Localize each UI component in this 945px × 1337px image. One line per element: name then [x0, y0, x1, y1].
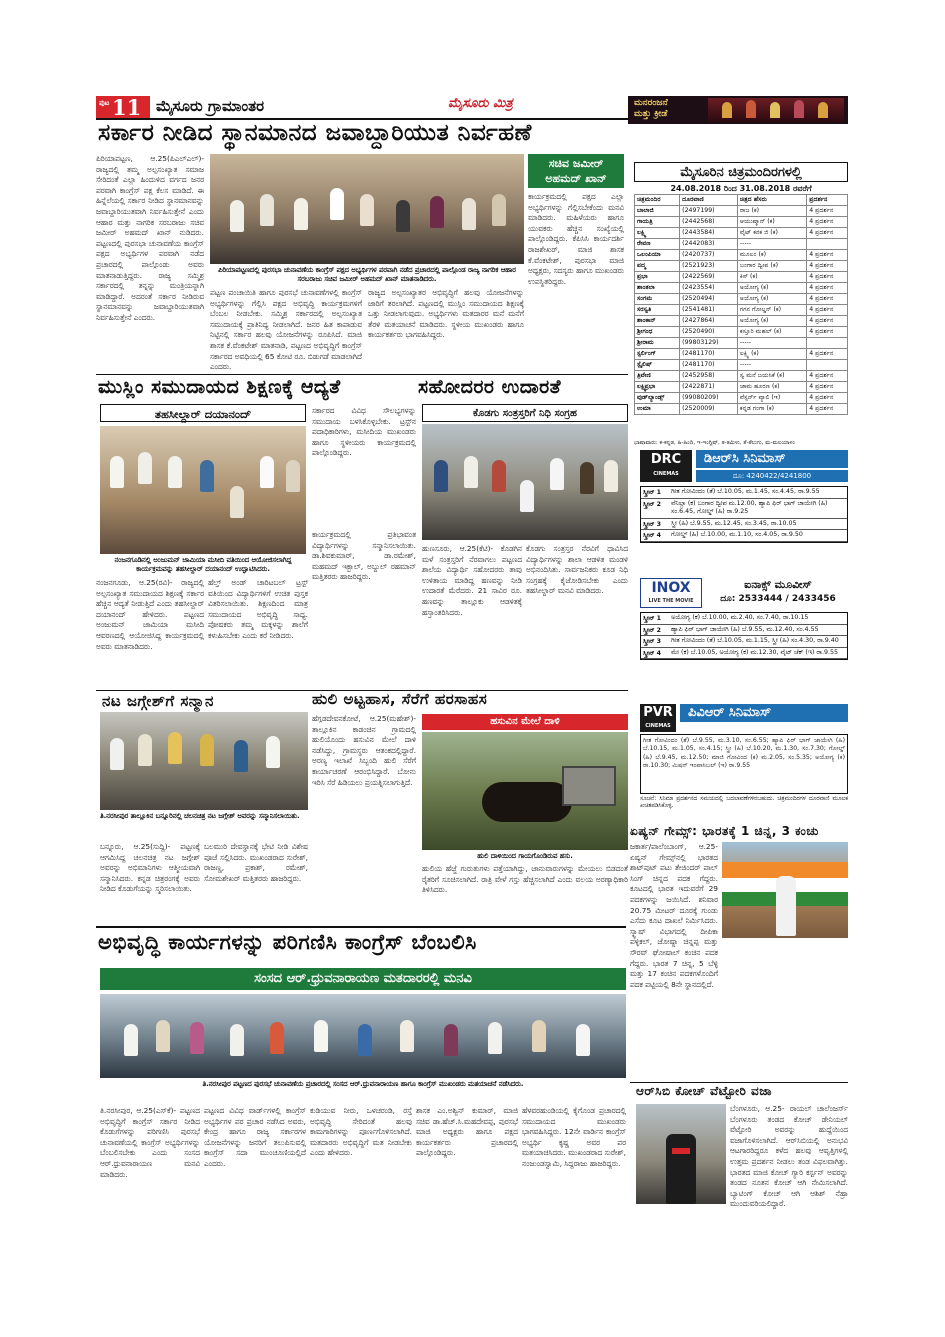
- cinema-cell: (99803129): [680, 338, 738, 349]
- jaggesh-headline: ನಟ ಜಗ್ಗೇಶ್‌ಗೆ ಸನ್ಮಾನ: [102, 692, 214, 710]
- inox-logo-text: INOX: [651, 580, 691, 596]
- cinema-cell: ಲಕ್ಷ್ಮಿ: [635, 228, 680, 239]
- col-header: ಚಿತ್ರಮಂದಿರ: [635, 195, 680, 206]
- cinema-cell: 4 ಪ್ರದರ್ಶನ: [807, 349, 848, 360]
- drc-logo: [640, 450, 692, 482]
- col-header: ಚಿತ್ರದ ಹೆಸರು: [737, 195, 806, 206]
- drc-screens: [640, 486, 848, 543]
- cinema-cell: ಶಾಂತಲಾ: [635, 283, 680, 294]
- cinema-cell: ಬಾಲಾಜಿ: [635, 206, 680, 217]
- congress-text-col-5: ಹೆಳವರಹುಂಡಿಯಲ್ಲಿ ಕೈಗೊಂಡ ಪ್ರಚಾರದಲ್ಲಿ ಸಮುದಾಯದ ಮುಖಂಡರು ಭಾಗವಹಿಸಿದ್ದರು. 12ನೇ ವಾರ್ಡಿನ ಕಾಂಗ್ರೆಸ್ ಅಭ್ಯರ್ಥಿ ಕೃಷ್ಣ ಅವರ ಪರ ಮತಯಾಚಿಸಿದರು. ಮುಖಂಡರಾದ ಸುರೇಶ್, ನಂಜುಂಡಸ್ವಾಮಿ, ಸಿದ್ದರಾಜು ಹಾಜರಿದ್ದರು.: [522, 1106, 626, 1168]
- congress-text-col-3: ಕುಡಿಯುವ ನೀರು, ಒಳಚರಂಡಿ, ರಸ್ತೆ ಅಭಿವೃದ್ಧಿ ಸೇರಿದಂತೆ ಹಲವು ಕಾಮಗಾರಿಗಳನ್ನು ಪೂರ್ಣಗೊಳಿಸಲಾಗಿದೆ. ಮತದಾರರು ಅಭಿವೃದ್ಧಿಗೆ ಮತ ನೀಡಬೇಕು ಎಂದು ಹೇಳಿದರು.: [310, 1106, 412, 1158]
- cinema-cell: ಸರಸ್ವತಿ: [635, 305, 680, 316]
- cinema-row: [635, 305, 848, 316]
- cinema-row: [635, 272, 848, 283]
- cinema-cell: ಗಗನ ಗೋಲ್ಡನ್ (ಕ): [737, 305, 806, 316]
- asian-games-text: ಜಕಾರ್ತ/ಪಾಲೆಂಬಾಂಗ್, ಆ.25- ಏಷ್ಯನ್ ಗೇಮ್ಸ್‌ನಲ್ಲಿ ಭಾರತದ ಶಾಟ್‌ಪುಟ್ ಪಟು ತೇಜಿಂದರ್ ಪಾಲ್ ಸಿಂಗ್ ಚಿನ್ನದ ಪದಕ ಗೆದ್ದರು. ಕೂಟದಲ್ಲಿ ಭಾರತ ಇದುವರೆಗೆ 29 ಪದಕಗಳನ್ನು ಜಯಿಸಿದೆ. ಶನಿವಾರ 20.75 ಮೀಟರ್ ದೂರಕ್ಕೆ ಗುಂಡು ಎಸೆದು ಕೂಟ ದಾಖಲೆ ನಿರ್ಮಿಸಿದರು. ಸ್ಕ್ವಾಷ್ ವಿಭಾಗದಲ್ಲಿ ದೀಪಿಕಾ ಪಳ್ಳಿಕಲ್, ಜೋಷ್ನಾ ಚಿನ್ನಪ್ಪ ಮತ್ತು ಸೌರವ್ ಘೋಷಾಲ್ ಕಂಚಿನ ಪದಕ ಗೆದ್ದರು. ಭಾರತ 7 ಚಿನ್ನ, 5 ಬೆಳ್ಳಿ ಮತ್ತು 17 ಕಂಚಿನ ಪದಕಗಳೊಂದಿಗೆ ಪದಕ ಪಟ್ಟಿಯಲ್ಲಿ 8ನೇ ಸ್ಥಾನದಲ್ಲಿದೆ.: [630, 842, 718, 989]
- kodagu-text-col-1: ಹುಣಸೂರು, ಆ.25(ಕೆಟಿ)- ಕೊಡಗಿನ ಮಳೆ ಸಂತ್ರಸ್ತರಿಗೆ ನೆರವಾಗಲು ಪಟ್ಟಣದ ಶಾಲೆಯ ವಿದ್ಯಾರ್ಥಿ ಸಹೋದರರು ತಾವು ಉಳಿತಾಯ ಮಾಡಿದ್ದ ಹಣವನ್ನು ನೀಡಿ ಉದಾರತೆ ಮೆರೆದರು. 21 ಸಾವಿರ ರೂ. ಹಣವನ್ನು ತಾಲ್ಲೂಕು ಆಡಳಿತಕ್ಕೆ ಹಸ್ತಾಂತರಿಸಿದರು.: [422, 544, 522, 617]
- congress-text-col-1: ತಿ.ನರಸೀಪುರ, ಆ.25(ಎಸ್‌ಕೆ)- ಪಟ್ಟಣದ ಅಭಿವೃದ್ಧಿಗೆ ಕಾಂಗ್ರೆಸ್ ಸರ್ಕಾರ ನೀಡಿದ ಕೊಡುಗೆಗಳನ್ನು ಪರಿಗಣಿಸಿ ಪುರಸಭೆ ಚುನಾವಣೆಯಲ್ಲಿ ಕಾಂಗ್ರೆಸ್ ಅಭ್ಯರ್ಥಿಗಳನ್ನು ಬೆಂಬಲಿಸಬೇಕು ಎಂದು ಸಂಸದ ಆರ್.ಧ್ರುವನಾರಾಯಣ ಮನವಿ ಮಾಡಿದರು.: [100, 1106, 200, 1179]
- drc-logo-text: DRC: [650, 452, 682, 467]
- cinema-list-title: ಮೈಸೂರಿನ ಚಿತ್ರಮಂದಿರಗಳಲ್ಲಿ: [634, 162, 848, 182]
- tiger-headline: ಹುಲಿ ಅಟ್ಟಹಾಸ, ಸೆರೆಗೆ ಹರಸಾಹಸ: [312, 690, 488, 708]
- cinema-cell: ಕಿಸ್ (ಕ): [737, 272, 806, 283]
- screen-showtimes: ಗೀತ ಗೋವಿಂದಂ (ತೆ) ಬೆ.10.05, ಮ.1.45, ಸಂ.4.45, ರಾ.9.55: [671, 488, 820, 495]
- section-name: ಮೈಸೂರು ಗ್ರಾಮಾಂತರ: [156, 97, 265, 115]
- cinema-cell: 4 ಪ್ರದರ್ಶನ: [807, 393, 848, 404]
- lead-photo-caption: ಪಿರಿಯಾಪಟ್ಟಣದಲ್ಲಿ ಪುರಸಭಾ ಚುನಾವಣೆಯ ಕಾಂಗ್ರೆಸ್ ಪಕ್ಷದ ಅಭ್ಯರ್ಥಿಗಳ ಪರವಾಗಿ ನಡೆದ ಪ್ರಚಾರದಲ್ಲಿ ಪಾಲ್ಗೊಂಡ ರಾಜ್ಯ ನಾಗರಿಕ ಆಹಾರ ಸರಬರಾಜು ಸಚಿವ ಜಮೀರ್ ಅಹಮದ್ ಖಾನ್ ಮಾತನಾಡಿದರು.: [218, 266, 516, 283]
- cinema-cell: ಸಂಗಮ: [635, 294, 680, 305]
- cinema-cell: (2442568): [680, 217, 738, 228]
- cinema-list-footnote: ಭಾಷಾವಾರು: ಕ-ಕನ್ನಡ, ಹಿ-ಹಿಂದಿ, ಇ-ಇಂಗ್ಲಿಷ್, ತ-ತಮಿಳು, ತೆ-ತೆಲುಗು, ಮ-ಮಲಯಾಳಂ: [634, 440, 796, 446]
- cinema-cell: 4 ಪ್ರದರ್ಶನ: [807, 206, 848, 217]
- kodagu-headline: ಸಹೋದರರ ಉದಾರತೆ: [418, 376, 562, 398]
- screen-row: [641, 613, 847, 625]
- cinema-cell: [807, 239, 848, 250]
- screen-number: ಸ್ಕ್ರೀನ್ 1: [643, 489, 662, 496]
- cinema-cell: ಅಯೋಗ್ಯ (ಕ): [737, 283, 806, 294]
- kodagu-tag: ಕೊಡಗು ಸಂತ್ರಸ್ತರಿಗೆ ನಿಧಿ ಸಂಗ್ರಹ: [422, 404, 628, 422]
- cinema-list-table: [634, 194, 848, 415]
- cinema-cell: ಶ್ರೀಗಂಧ: [635, 327, 680, 338]
- cinema-cell: ಸ್ಟೈಲಿಷ್: [635, 360, 680, 371]
- cinema-row: [635, 261, 848, 272]
- section-rule: [96, 926, 626, 928]
- section-rule: [96, 374, 628, 375]
- drc-logo-sub: CINEMAS: [653, 471, 679, 477]
- cinema-cell: ಪ್ರಭಾ: [635, 272, 680, 283]
- cinema-cell: ತ್ರಿವೇಣಿ: [635, 371, 680, 382]
- cinema-row: [635, 294, 848, 305]
- tiger-photo-caption: ಹುಲಿ ದಾಳಿಯಿಂದ ಗಾಯಗೊಂಡಿರುವ ಹಸು.: [477, 852, 573, 860]
- inox-title: ಐನಾಕ್ಸ್ ಮೂವೀಸ್: [744, 578, 812, 591]
- cinema-cell: ಶಾಂಕಾನ್: [635, 316, 680, 327]
- screen-showtimes: ಅಯೋಗ್ಯ (ಕ) ಬೆ.10.00, ಮ.2.40, ಸಂ.7.40, ರಾ.10.15: [671, 614, 809, 621]
- drc-phone: ದೂ: 4240422/4241800: [696, 470, 848, 482]
- screen-number: ಸ್ಕ್ರೀನ್ 2: [643, 626, 662, 634]
- cinema-cell: (99080209): [680, 393, 738, 404]
- kodagu-photo: [422, 424, 628, 540]
- screen-number: ಸ್ಕ್ರೀನ್ 3: [643, 638, 662, 645]
- lead-side-tag-line-2: ಅಹಮದ್ ಖಾನ್: [545, 172, 607, 185]
- cinema-row: [635, 327, 848, 338]
- congress-photo: [100, 994, 626, 1078]
- cinema-cell: 4 ಪ್ರದರ್ಶನ: [807, 272, 848, 283]
- cinema-cell: ಶ್ರೀರಾಮ: [635, 338, 680, 349]
- congress-subhead: ಸಂಸದ ಆರ್.ಧ್ರುವನಾರಾಯಣ ಮತದಾರರಲ್ಲಿ ಮನವಿ: [100, 968, 626, 990]
- inox-logo: [640, 578, 702, 608]
- pvr-note: ಸೂಚನೆ: ಸಿನಿಮಾ ಪ್ರದರ್ಶನದ ಸಮಯದಲ್ಲಿ ಬದಲಾವಣೆಗಳಿರಬಹುದು. ಚಿತ್ರಮಂದಿರಗಳ ದೂರವಾಣಿ ಮೂಲಕ ಖಚಿತಪಡಿಸಿಕೊಳ್ಳಿ.: [640, 796, 848, 810]
- screen-showtimes: ಗೋಲ್ಡ್ (ಹಿ) ಬೆ.10.00, ಮ.1.10, ಸಂ.4.05, ರಾ.9.50: [671, 531, 803, 538]
- cinema-row: [635, 217, 848, 228]
- cinema-cell: (2481170): [680, 360, 738, 371]
- screen-showtimes: ಹ್ಯಾಪಿ ಫಿರ್ ಭಾಗ್ ಜಾಯೇಗಿ (ಹಿ) ಬೆ.9.55, ಮ.12.40, ಸಂ.4.55: [671, 625, 819, 633]
- screen-row: [641, 625, 847, 637]
- cinema-cell: 4 ಪ್ರದರ್ಶನ: [807, 305, 848, 316]
- cinema-cell: ಒಲಂಪಿಯಾ: [635, 250, 680, 261]
- muslim-tag: ತಹಸೀಲ್ದಾರ್ ದಯಾನಂದ್: [100, 404, 306, 422]
- cinema-cell: -----: [737, 360, 806, 371]
- cinema-cell: ಸ್ವ ಮನೆ ಜಯಸಿಕೆ (ಕ): [737, 371, 806, 382]
- cinema-row: [635, 250, 848, 261]
- cinema-cell: [807, 360, 848, 371]
- lead-headline: ಸರ್ಕಾರ ನೀಡಿದ ಸ್ಥಾನಮಾನದ ಜವಾಬ್ದಾರಿಯುತ ನಿರ್ವಹಣೆ: [98, 120, 532, 146]
- inox-screens: [640, 612, 848, 660]
- cinema-cell: ರೇವಣ: [635, 239, 680, 250]
- cinema-cell: (2520490): [680, 327, 738, 338]
- cinema-cell: ವುಡ್‌ಲ್ಯಾಂಡ್ಸ್: [635, 393, 680, 404]
- kodagu-text-col-2: ಕೊಡಗು ಸಂತ್ರಸ್ತರ ನೆರವಿಗೆ ಧಾವಿಸಿದ ವಿದ್ಯಾರ್ಥಿಗಳನ್ನು ಶಾಲಾ ಆಡಳಿತ ಮಂಡಳಿ ಅಭಿನಂದಿಸಿತು. ಸಾರ್ವಜನಿಕರು ಕೂಡ ನಿಧಿ ಸಂಗ್ರಹಕ್ಕೆ ಕೈಜೋಡಿಸಬೇಕು ಎಂದು ತಹಸೀಲ್ದಾರ್ ಮನವಿ ಮಾಡಿದರು.: [526, 544, 628, 596]
- congress-headline: ಅಭಿವೃದ್ಧಿ ಕಾರ್ಯಗಳನ್ನು ಪರಿಗಣಿಸಿ ಕಾಂಗ್ರೆಸ್ ಬೆಂಬಲಿಸಿ: [98, 930, 477, 954]
- screen-row: [641, 487, 847, 499]
- cinema-cell: ವೆಸ್ಟರ್ನ್ ವ್ಯಾಲಿ (ಇ): [737, 393, 806, 404]
- cinema-cell: (2541481): [680, 305, 738, 316]
- paper-logo: ಮೈಸೂರು ಮಿತ್ರ: [448, 96, 513, 111]
- pvr-title: ಪಿವಿಆರ್ ಸಿನಿಮಾಸ್: [680, 704, 848, 722]
- muslim-text-col-3: ಸರ್ಕಾರದ ವಿವಿಧ ಸೌಲಭ್ಯಗಳನ್ನು ಸಮುದಾಯ ಬಳಸಿಕೊಳ್ಳಬೇಕು. ಟ್ರಸ್ಟ್‌ನ ಪದಾಧಿಕಾರಿಗಳು, ಮಸೀದಿಯ ಮುಖಂಡರು ಹಾಗೂ ಸ್ಥಳೀಯರು ಕಾರ್ಯಕ್ರಮದಲ್ಲಿ ಪಾಲ್ಗೊಂಡಿದ್ದರು.: [312, 406, 416, 458]
- lead-text-col-1: ಪಿರಿಯಾಪಟ್ಟಣ, ಆ.25(ಪಿಎಲ್‌ಎಲ್)- ರಾಜ್ಯದಲ್ಲಿ ತಮ್ಮ ಅಲ್ಪಸಂಖ್ಯಾತ ಸಮಾಜ ಸೇರಿದಂತೆ ಎಲ್ಲಾ ಹಿಂದುಳಿದ ವರ್ಗದ ಜನರ ಪರವಾಗಿ ಕಾಂಗ್ರೆಸ್ ಪಕ್ಷ ಕೆಲಸ ಮಾಡಿದೆ. ಈ ಹಿನ್ನೆಲೆಯಲ್ಲಿ ಸರ್ಕಾರ ನೀಡಿದ ಸ್ಥಾನಮಾನವನ್ನು ಜವಾಬ್ದಾರಿಯುತವಾಗಿ ನಿರ್ವಹಿಸುತ್ತೇನೆ ಎಂದು ಆಹಾರ ಮತ್ತು ನಾಗರಿಕ ಸರಬರಾಜು ಸಚಿವ ಜಮೀರ್ ಅಹಮದ್ ಖಾನ್ ನುಡಿದರು. ಪಟ್ಟಣದಲ್ಲಿ ಪುರಸಭಾ ಚುನಾವಣೆಯ ಕಾಂಗ್ರೆಸ್ ಪಕ್ಷದ ಅಭ್ಯರ್ಥಿಗಳ ಪರವಾಗಿ ನಡೆದ ಪ್ರಚಾರದಲ್ಲಿ ಪಾಲ್ಗೊಂಡು ಅವರು ಮಾತನಾಡುತ್ತಿದ್ದರು. ರಾಜ್ಯ ಸಮ್ಮಿಶ್ರ ಸರ್ಕಾರದಲ್ಲಿ ತನ್ನನ್ನು ಮಂತ್ರಿಯನ್ನಾಗಿ ಮಾಡಿದ್ದಾರೆ. ಅದರಂತೆ ಸರ್ಕಾರ ನೀಡಿರುವ ಸ್ಥಾನಮಾನವನ್ನು ಜವಾಬ್ದಾರಿಯುತವಾಗಿ ನಿರ್ವಹಿಸುತ್ತೇನೆ ಎಂದರು.: [96, 154, 204, 322]
- cinema-cell: (2420737): [680, 250, 738, 261]
- muslim-text-col-2: ಹೆಲ್ತ್ ಅಂಡ್ ಚಾರಿಟಬಲ್ ಟ್ರಸ್ಟ್ ವತಿಯಿಂದ ವಿದ್ಯಾರ್ಥಿಗಳಿಗೆ ಉಚಿತ ಪುಸ್ತಕ ವಿತರಿಸಲಾಯಿತು. ಶಿಕ್ಷಣದಿಂದ ಮಾತ್ರ ಸಮುದಾಯದ ಅಭಿವೃದ್ಧಿ ಸಾಧ್ಯ. ಪೋಷಕರು ತಮ್ಮ ಮಕ್ಕಳನ್ನು ಶಾಲೆಗೆ ಕಳುಹಿಸಬೇಕು ಎಂದು ಕರೆ ನೀಡಿದರು.: [208, 578, 308, 640]
- cinema-cell: ಅಯೋಗ್ಯ (ಕ): [737, 294, 806, 305]
- muslim-text-col-4: ಕಾರ್ಯಕ್ರಮದಲ್ಲಿ ಪ್ರತಿಭಾವಂತ ವಿದ್ಯಾರ್ಥಿಗಳನ್ನು ಸನ್ಮಾನಿಸಲಾಯಿತು. ಡಾ.ಶಿವಕುಮಾರ್, ಡಾ.ರಮೇಶ್, ಮಹಮದ್ ಇಕ್ಬಾಲ್, ಅಬ್ದುಲ್ ರಹಮಾನ್ ಮತ್ತಿತರರು ಹಾಜರಿದ್ದರು.: [312, 530, 416, 582]
- section-rule: [630, 1082, 848, 1083]
- newspaper-page: [96, 90, 848, 1270]
- cinema-cell: ಕನ್ನಡ ಗಂಗಾ (ಕ): [737, 404, 806, 415]
- cinema-row: [635, 371, 848, 382]
- cinema-row: [635, 206, 848, 217]
- lead-side-tag-line-1: ಸಚಿವ ಜಮೀರ್: [548, 157, 604, 170]
- page-label: ಪುಟ: [99, 99, 110, 107]
- cinema-cell: ಬಂಗಾರ ದ್ವೀಪ (ಕ): [737, 261, 806, 272]
- screen-row: [641, 530, 847, 542]
- screen-number: ಸ್ಕ್ರೀನ್ 1: [643, 615, 662, 622]
- rcb-text: ಬೆಂಗಳೂರು, ಆ.25- ರಾಯಲ್ ಚಾಲೆಂಜರ್ಸ್ ಬೆಂಗಳೂರು ತಂಡದ ಕೋಚ್ ಡೇನಿಯಲ್ ವೆಟ್ಟೋರಿ ಅವರನ್ನು ಹುದ್ದೆಯಿಂದ ವಜಾಗೊಳಿಸಲಾಗಿದೆ. ಆರ್‌ಸಿಬಿಯಲ್ಲಿ ಅನುಭವಿ ಆಟಗಾರರಿದ್ದರೂ ಕಳೆದ ಹಲವು ಆವೃತ್ತಿಗಳಲ್ಲಿ ಉತ್ತಮ ಪ್ರದರ್ಶನ ನೀಡಲು ತಂಡ ವಿಫಲವಾಗಿತ್ತು. ಭಾರತದ ಮಾಜಿ ಕೋಚ್ ಗ್ಯಾರಿ ಕರ್ಸ್ಟನ್ ಅವರನ್ನು ತಂಡದ ನೂತನ ಕೋಚ್ ಆಗಿ ನೇಮಿಸಲಾಗಿದೆ. ಬ್ಯಾಟಿಂಗ್ ಕೋಚ್ ಆಗಿ ಆಶಿಶ್ ನೆಹ್ರಾ ಮುಂದುವರಿಯಲಿದ್ದಾರೆ.: [730, 1104, 848, 1209]
- cinema-cell: ಗಾಯತ್ರಿ: [635, 217, 680, 228]
- muslim-text-col-1: ನಂಜನಗೂಡು, ಆ.25(ರವಿ)- ರಾಜ್ಯದಲ್ಲಿ ಅಲ್ಪಸಂಖ್ಯಾತ ಸಮುದಾಯದ ಶಿಕ್ಷಣಕ್ಕೆ ಸರ್ಕಾರ ಹೆಚ್ಚಿನ ಆದ್ಯತೆ ನೀಡುತ್ತಿದೆ ಎಂದು ತಹಸೀಲ್ದಾರ್ ದಯಾನಂದ್ ಹೇಳಿದರು. ಪಟ್ಟಣದ ಅಂಜುಮನ್ ಜಾಮಿಯಾ ಮಸೀದಿ ಆವರಣದಲ್ಲಿ ಆಯೋಜಿಸಿದ್ದ ಕಾರ್ಯಕ್ರಮದಲ್ಲಿ ಅವರು ಮಾತನಾಡಿದರು.: [96, 578, 204, 651]
- page-number-tag: [96, 96, 150, 118]
- page-number: 11: [112, 95, 142, 120]
- screen-showtimes: ವೆನಿಲ್ಲಾ (ಕ) ಬಂಗಾರ ದ್ವೀಪ ಮ.12.00, ಹ್ಯಾಪಿ ಫಿರ್ ಭಾಗ್ ಜಾಯೇಗಿ (ಹಿ) ಸಂ.6.45, ಗೋಲ್ಡ್ (ಹಿ) ರಾ.9.25: [671, 499, 828, 515]
- pvr-logo-text: PVR: [643, 705, 673, 720]
- muslim-headline: ಮುಸ್ಲಿಂ ಸಮುದಾಯದ ಶಿಕ್ಷಣಕ್ಕೆ ಆದ್ಯತೆ: [98, 376, 341, 398]
- tiger-text-col-2: ಹುಲಿಯ ಹೆಜ್ಜೆ ಗುರುತುಗಳು ಪತ್ತೆಯಾಗಿದ್ದು, ಜಾನುವಾರುಗಳನ್ನು ಮೇಯಲು ಬಿಡದಂತೆ ರೈತರಿಗೆ ಸೂಚಿಸಲಾಗಿದೆ. ರಾತ್ರಿ ವೇಳೆ ಗಸ್ತು ಹೆಚ್ಚಿಸಲಾಗಿದೆ ಎಂದು ವಲಯ ಅರಣ್ಯಾಧಿಕಾರಿ ತಿಳಿಸಿದರು.: [422, 864, 628, 895]
- cinema-cell: ರಾಜ (ಕ): [737, 206, 806, 217]
- entertainment-promo: [628, 96, 848, 124]
- cinema-cell: (2520494): [680, 294, 738, 305]
- cinema-list-date: 24.08.2018 ರಿಂದ 31.08.2018 ರವರೆಗೆ: [670, 184, 812, 193]
- cinema-cell: ಕಸ್ತೂರಿ ಮಹಲ್ (ಕ): [737, 327, 806, 338]
- cinema-cell: -----: [737, 239, 806, 250]
- lead-text-col-4: ಕಾರ್ಯಕ್ರಮದಲ್ಲಿ ಪಕ್ಷದ ಎಲ್ಲಾ ಅಭ್ಯರ್ಥಿಗಳನ್ನು ಗೆಲ್ಲಿಸಬೇಕೆಂದು ಮನವಿ ಮಾಡಿದರು. ಮಹಿಳೆಯರು ಹಾಗೂ ಯುವಕರು ಹೆಚ್ಚಿನ ಸಂಖ್ಯೆಯಲ್ಲಿ ಪಾಲ್ಗೊಂಡಿದ್ದರು. ಕೆಪಿಸಿಸಿ ಕಾರ್ಯದರ್ಶಿ ರಾಜಶೇಖರ್, ಮಾಜಿ ಶಾಸಕ ಕೆ.ವೆಂಕಟೇಶ್, ಪುರಸಭಾ ಮಾಜಿ ಅಧ್ಯಕ್ಷರು, ಸದಸ್ಯರು ಹಾಗೂ ಮುಖಂಡರು ಉಪಸ್ಥಿತರಿದ್ದರು.: [528, 192, 624, 286]
- rcb-photo: [636, 1104, 726, 1204]
- congress-text-col-2: ಪಟ್ಟಣದ ವಿವಿಧ ವಾರ್ಡ್‌ಗಳಲ್ಲಿ ಕಾಂಗ್ರೆಸ್ ಅಭ್ಯರ್ಥಿಗಳ ಪರ ಪ್ರಚಾರ ನಡೆಸಿದ ಅವರು, ಕೇಂದ್ರ ಹಾಗೂ ರಾಜ್ಯ ಸರ್ಕಾರಗಳ ಯೋಜನೆಗಳನ್ನು ಜನರಿಗೆ ತಲುಪಿಸುವಲ್ಲಿ ಕಾಂಗ್ರೆಸ್ ಸದಾ ಮುಂಚೂಣಿಯಲ್ಲಿದೆ ಎಂದರು.: [204, 1106, 306, 1168]
- jaggesh-text-col-1: ಬನ್ನೂರು, ಆ.25(ಸುದ್ದಿ)- ಪಟ್ಟಣಕ್ಕೆ ಆಗಮಿಸಿದ್ದ ಚಲನಚಿತ್ರ ನಟ ಜಗ್ಗೇಶ್ ಅವರನ್ನು ಅಭಿಮಾನಿಗಳು ಆತ್ಮೀಯವಾಗಿ ಸನ್ಮಾನಿಸಿದರು. ಕನ್ನಡ ಚಿತ್ರರಂಗಕ್ಕೆ ಅವರು ನೀಡಿದ ಕೊಡುಗೆಯನ್ನು ಸ್ಮರಿಸಲಾಯಿತು.: [100, 842, 200, 894]
- cinema-cell: 4 ಪ್ರದರ್ಶನ: [807, 382, 848, 393]
- cinema-cell: 4 ಪ್ರದರ್ಶನ: [807, 404, 848, 415]
- tiger-photo: [422, 732, 628, 850]
- asian-games-headline: ಏಷ್ಯನ್ ಗೇಮ್ಸ್: ಭಾರತಕ್ಕೆ 1 ಚಿನ್ನ, 3 ಕಂಚು: [630, 824, 819, 838]
- cinema-cell: (2427864): [680, 316, 738, 327]
- screen-number: ಸ್ಕ್ರೀನ್ 2: [643, 500, 662, 508]
- tiger-tag: ಹಸುವಿನ ಮೇಲೆ ದಾಳಿ: [422, 714, 628, 730]
- cinema-cell: ಲಕ್ಷ್ಮಿಪ್ರಭಾ: [635, 382, 680, 393]
- cinema-cell: ಮೂಲಂ (ಕ): [737, 250, 806, 261]
- screen-number: ಸ್ಕ್ರೀನ್ 4: [643, 649, 662, 657]
- muslim-photo: [100, 426, 306, 554]
- cinema-cell: (2452958): [680, 371, 738, 382]
- cinema-cell: (2423554): [680, 283, 738, 294]
- screen-row: [641, 499, 847, 519]
- cinema-cell: ಲಕ್ಷ್ಮಿ (ಕ): [737, 349, 806, 360]
- inox-phone: ದೂ: 2533444 / 2433456: [720, 594, 836, 604]
- cinema-cell: (2422569): [680, 272, 738, 283]
- cinema-cell: ಉಮಾ: [635, 404, 680, 415]
- cinema-cell: -----: [737, 338, 806, 349]
- cinema-row: [635, 393, 848, 404]
- lead-text-col-2: ಪಟ್ಟಣ ಪಂಚಾಯಿತಿ ಹಾಗೂ ಪುರಸಭೆ ಚುನಾವಣೆಗಳಲ್ಲಿ ಕಾಂಗ್ರೆಸ್ ಅಭ್ಯರ್ಥಿಗಳನ್ನು ಗೆಲ್ಲಿಸಿ ಪಕ್ಷದ ಅಭಿವೃದ್ಧಿ ಕಾರ್ಯಕ್ರಮಗಳಿಗೆ ಬೆಂಬಲ ನೀಡಬೇಕು. ಸಮ್ಮಿಶ್ರ ಸರ್ಕಾರದಲ್ಲಿ ಅಲ್ಪಸಂಖ್ಯಾತ ಸಮುದಾಯಕ್ಕೆ ಪ್ರಾತಿನಿಧ್ಯ ನೀಡಲಾಗಿದೆ. ಜನರ ಹಿತ ಕಾಪಾಡುವ ನಿಟ್ಟಿನಲ್ಲಿ ಸರ್ಕಾರ ಹಲವು ಯೋಜನೆಗಳನ್ನು ರೂಪಿಸಿದೆ. ಮಾಜಿ ಶಾಸಕ ಕೆ.ವೆಂಕಟೇಶ್ ಮಾತನಾಡಿ, ಪಟ್ಟಣದ ಅಭಿವೃದ್ಧಿಗೆ ಕಾಂಗ್ರೆಸ್ ಸರ್ಕಾರದ ಅವಧಿಯಲ್ಲಿ 65 ಕೋಟಿ ರೂ. ಬಿಡುಗಡೆ ಮಾಡಲಾಗಿದೆ ಎಂದರು.: [210, 288, 362, 372]
- cinema-cell: 4 ಪ್ರದರ್ಶನ: [807, 283, 848, 294]
- cinema-cell: (2422871): [680, 382, 738, 393]
- cinema-cell: 4 ಪ್ರದರ್ಶನ: [807, 316, 848, 327]
- dance-stage-image: [708, 98, 844, 122]
- tiger-text-col-1: ಹೆಗ್ಗಡದೇವನಕೋಟೆ, ಆ.25(ಮಹೇಶ್)- ತಾಲ್ಲೂಕಿನ ಕಾಡಂಚಿನ ಗ್ರಾಮದಲ್ಲಿ ಹುಲಿಯೊಂದು ಹಸುವಿನ ಮೇಲೆ ದಾಳಿ ನಡೆಸಿದ್ದು, ಗ್ರಾಮಸ್ಥರು ಆತಂಕದಲ್ಲಿದ್ದಾರೆ. ಅರಣ್ಯ ಇಲಾಖೆ ಸಿಬ್ಬಂದಿ ಹುಲಿ ಸೆರೆಗೆ ಕಾರ್ಯಾಚರಣೆ ಆರಂಭಿಸಿದ್ದಾರೆ. ಬೋನು ಇರಿಸಿ ಸೆರೆ ಹಿಡಿಯಲು ಪ್ರಯತ್ನಿಸಲಾಗುತ್ತಿದೆ.: [312, 714, 416, 787]
- screen-number: ಸ್ಕ್ರೀನ್ 3: [643, 520, 662, 528]
- jaggesh-photo-caption: ತಿ.ನರಸೀಪುರ ತಾಲ್ಲೂಕಿನ ಬನ್ನೂರಿನಲ್ಲಿ ಚಲನಚಿತ್ರ ನಟ ಜಗ್ಗೇಶ್ ಅವರನ್ನು ಸನ್ಮಾನಿಸಲಾಯಿತು.: [100, 812, 300, 820]
- cinema-cell: 4 ಪ್ರದರ್ಶನ: [807, 327, 848, 338]
- promo-title-1: ಮನರಂಜನೆ: [634, 98, 668, 108]
- col-header: ಪ್ರದರ್ಶನ: [807, 195, 848, 206]
- screen-showtimes: ಗೀತ ಗೋವಿಂದಂ (ತೆ) ಬೆ.10.05, ಮ.1.15, ಸ್ತ್ರೀ (ಹಿ) ಸಂ.4.30, ರಾ.9.40: [671, 637, 839, 644]
- screen-number: ಸ್ಕ್ರೀನ್ 4: [643, 532, 662, 539]
- cinema-list-header-row: [635, 195, 848, 206]
- cinema-row: [635, 228, 848, 239]
- cinema-cell: (2520009): [680, 404, 738, 415]
- pvr-logo: [640, 704, 676, 732]
- pvr-logo-sub: CINEMAS: [645, 723, 671, 729]
- cinema-row: [635, 382, 848, 393]
- lead-side-tag: [528, 154, 624, 188]
- cinema-cell: 4 ಪ್ರದರ್ಶನ: [807, 228, 848, 239]
- cinema-row: [635, 404, 848, 415]
- drc-title: ಡಿಆರ್‌ಸಿ ಸಿನಿಮಾಸ್: [696, 450, 848, 468]
- cinema-cell: ಅಯೋಗ್ಯ (ಕ): [737, 316, 806, 327]
- pvr-listing: ಗೀತ ಗೋವಿಂದಂ (ತೆ) ಬೆ.9.55, ಮ.3.10, ಸಂ.6.55; ಹ್ಯಾಪಿ ಫಿರ್ ಭಾಗ್ ಜಾಯೇಗಿ (ಹಿ) ಬೆ.10.15, ಮ.1.05, ಸಂ.4.15; ಸ್ತ್ರೀ (ಹಿ) ಬೆ.10.20, ಮ.1.30, ಸಂ.7.30; ಗೋಲ್ಡ್ (ಹಿ) ಬೆ.9.45, ಮ.12.50; ಮಾಜಿ ಗೋವಿಂದ (ಕ) ಮ.2.05, ಸಂ.5.35; ಅಯೋಗ್ಯ (ಕ) ರಾ.10.30; ಮಿಷನ್ ಇಂಪಾಸಿಬಲ್ (ಇ) ರಾ.9.55: [640, 734, 848, 794]
- lead-photo: [210, 154, 524, 264]
- screen-showtimes: ಮೇ (ಕ) ಬೆ.10.05, ಅಯೋಗ್ಯ (ಕ) ಮ.12.30, ವೈಟ್ ಚೆಕ್ (ಇ) ರಾ.9.55: [671, 648, 839, 656]
- lead-text-col-3: ರಾಜ್ಯದ ಅಲ್ಪಸಂಖ್ಯಾತರ ಅಭಿವೃದ್ಧಿಗೆ ಹಲವು ಯೋಜನೆಗಳನ್ನು ಜಾರಿಗೆ ತರಲಾಗಿದೆ. ಪಟ್ಟಣದಲ್ಲಿ ಮುಸ್ಲಿಂ ಸಮುದಾಯದ ಶಿಕ್ಷಣಕ್ಕೆ ಒತ್ತು ನೀಡಲಾಗುವುದು. ಅಭ್ಯರ್ಥಿಗಳು ಮತದಾರರ ಮನೆ ಮನೆಗೆ ತೆರಳಿ ಮತಯಾಚನೆ ಮಾಡಿದರು. ಸ್ಥಳೀಯ ಮುಖಂಡರು ಹಾಗೂ ಕಾರ್ಯಕರ್ತರು ಭಾಗವಹಿಸಿದ್ದರು.: [368, 288, 524, 340]
- cinema-row: [635, 360, 848, 371]
- congress-photo-caption: ತಿ.ನರಸೀಪುರ ಪಟ್ಟಣದ ಪುರಸಭೆ ಚುನಾವಣೆಯ ಪ್ರಚಾರದಲ್ಲಿ ಸಂಸದ ಆರ್.ಧ್ರುವನಾರಾಯಣ ಹಾಗೂ ಕಾಂಗ್ರೆಸ್ ಮುಖಂಡರು ಮತಯಾಚನೆ ನಡೆಸಿದರು.: [202, 1080, 524, 1088]
- cinema-cell: ಪದ್ಮ: [635, 261, 680, 272]
- cinema-cell: 4 ಪ್ರದರ್ಶನ: [807, 294, 848, 305]
- cinema-row: [635, 283, 848, 294]
- screen-row: [641, 519, 847, 531]
- cinema-cell: (2481170): [680, 349, 738, 360]
- rcb-headline: ಆರ್‌ಸಿಬಿ ಕೋಚ್ ವೆಟ್ಟೋರಿ ವಜಾ: [636, 1084, 773, 1098]
- cinema-cell: (2521923): [680, 261, 738, 272]
- screen-row: [641, 648, 847, 660]
- jaggesh-text-col-2: ಬಲಮುರಿ ದೇವಸ್ಥಾನಕ್ಕೆ ಭೇಟಿ ನೀಡಿ ವಿಶೇಷ ಪೂಜೆ ಸಲ್ಲಿಸಿದರು. ಮುಖಂಡರಾದ ಸುರೇಶ್, ರಾಜಣ್ಣ, ಪ್ರಕಾಶ್, ರಮೇಶ್, ಸೋಮಶೇಖರ್ ಮತ್ತಿತರರು ಹಾಜರಿದ್ದರು.: [204, 842, 308, 883]
- screen-row: [641, 636, 847, 648]
- promo-title-2: ಮತ್ತು ಕ್ರೀಡೆ: [634, 109, 668, 119]
- cinema-cell: 4 ಪ್ರದರ್ಶನ: [807, 217, 848, 228]
- cinema-row: [635, 239, 848, 250]
- asian-games-photo: [722, 842, 848, 938]
- cinema-cell: ವೈಟ್ ಕನಕ ಜಿ (ಕ): [737, 228, 806, 239]
- cinema-cell: [807, 338, 848, 349]
- congress-text-col-4: ಶಾಸಕ ಎಂ.ಅಶ್ವಿನ್ ಕುಮಾರ್, ಮಾಜಿ ಸಚಿವ ಡಾ.ಹೆಚ್.ಸಿ.ಮಹದೇವಪ್ಪ, ಪುರಸಭೆ ಮಾಜಿ ಅಧ್ಯಕ್ಷರು ಹಾಗೂ ಪಕ್ಷದ ಕಾರ್ಯಕರ್ತರು ಪ್ರಚಾರದಲ್ಲಿ ಪಾಲ್ಗೊಂಡಿದ್ದರು.: [416, 1106, 518, 1158]
- inox-logo-sub: LIVE THE MOVIE: [648, 598, 694, 604]
- cinema-row: [635, 316, 848, 327]
- cinema-cell: 4 ಪ್ರದರ್ಶನ: [807, 261, 848, 272]
- screen-showtimes: ಸ್ತ್ರೀ (ಹಿ) ಬೆ.9.55, ಮ.12.45, ಸಂ.3.45, ರಾ.10.05: [671, 519, 797, 527]
- cinema-row: [635, 338, 848, 349]
- cinema-cell: (2442083): [680, 239, 738, 250]
- cinema-cell: ಸ್ಟರ್ಲಿಂಗ್: [635, 349, 680, 360]
- cinema-cell: ಜಾಮ ಹೂರಣ (ಕ): [737, 382, 806, 393]
- cinema-cell: 4 ಪ್ರದರ್ಶನ: [807, 250, 848, 261]
- col-header: ದೂರವಾಣಿ: [680, 195, 738, 206]
- cinema-cell: (2443584): [680, 228, 738, 239]
- cinema-cell: (2497199): [680, 206, 738, 217]
- muslim-photo-caption: ನಂಜನಗೂಡಿನಲ್ಲಿ ಅಂಜುಮನ್ ಜಾಮಿಯಾ ಮಸೀದಿ ವತಿಯಿಂದ ಆಯೋಜಿಸಲಾಗಿದ್ದ ಕಾರ್ಯಕ್ರಮವನ್ನು ತಹಸೀಲ್ದಾರ್ ದಯಾನಂದ್ ಉದ್ಘಾಟಿಸಿದರು.: [114, 556, 292, 573]
- jaggesh-photo: [100, 712, 308, 810]
- cinema-row: [635, 349, 848, 360]
- cinema-cell: ಆಯುಷ್ಮಾನ್ (ಕ): [737, 217, 806, 228]
- cinema-cell: 4 ಪ್ರದರ್ಶನ: [807, 371, 848, 382]
